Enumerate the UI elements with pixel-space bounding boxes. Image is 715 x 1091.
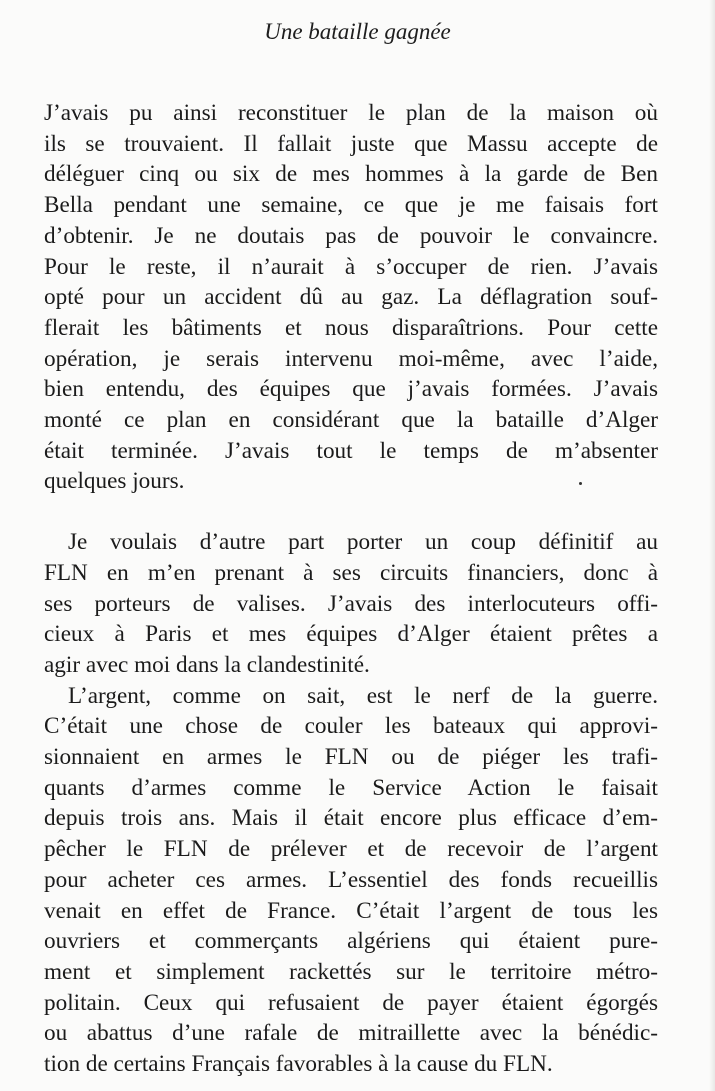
text-line: bien entendu, des équipes que j’avais formées. J’avais bbox=[44, 376, 658, 403]
text-line: quants d’armes comme le Service Action le faisait bbox=[44, 774, 658, 801]
text-line: quelques jours. bbox=[44, 468, 185, 495]
text-line: cieux à Paris et mes équipes d’Alger étaient prêtes a bbox=[44, 621, 658, 648]
text-line: ils se trouvaient. Il fallait juste que Massu accepte de bbox=[44, 130, 658, 157]
page-edge-shadow bbox=[709, 0, 715, 1091]
text-line: était terminée. J’avais tout le temps de m’absenter bbox=[44, 437, 658, 464]
text-line: depuis trois ans. Mais il était encore plus efficace d’em- bbox=[44, 805, 658, 832]
text-line: flerait les bâtiments et nous disparaîtrions. Pour cette bbox=[44, 314, 658, 341]
text-line: L’argent, comme on sait, est le nerf de la guerre. bbox=[68, 682, 658, 709]
text-line: FLN en m’en prenant à ses circuits financiers, donc à bbox=[44, 559, 658, 586]
text-line: déléguer cinq ou six de mes hommes à la garde de Ben bbox=[44, 161, 658, 188]
text-line: opté pour un accident dû au gaz. La déflagration souf- bbox=[44, 284, 658, 311]
text-line: J’avais pu ainsi reconstituer le plan de la maison où bbox=[44, 100, 658, 126]
paragraph-3 bbox=[44, 681, 658, 1080]
text-line: ou abattus d’une rafale de mitraillette avec la bénédic- bbox=[44, 1020, 658, 1047]
text-line: C’était une chose de couler les bateaux qui approvi- bbox=[44, 713, 658, 740]
text-line: Bella pendant une semaine, ce que je me faisais fort bbox=[44, 192, 658, 219]
paragraph-2 bbox=[44, 527, 658, 681]
paragraph-gap bbox=[44, 497, 658, 527]
paragraph-1 bbox=[44, 98, 658, 497]
text-line: ment et simplement rackettés sur le territoire métro- bbox=[44, 958, 658, 985]
text-line: tion de certains Français favorables à la cause du FLN. bbox=[44, 1051, 553, 1078]
text-line: politain. Ceux qui refusaient de payer étaient égorgés bbox=[44, 989, 658, 1016]
text-line: Pour le reste, il n’aurait à s’occuper de rien. J’avais bbox=[44, 253, 658, 280]
body-text bbox=[44, 98, 658, 1080]
text-line: d’obtenir. Je ne doutais pas de pouvoir le convaincre. bbox=[44, 222, 658, 249]
text-line: agir avec moi dans la clandestinité. bbox=[44, 651, 370, 678]
text-line: venait en effet de France. C’était l’argent de tous les bbox=[44, 897, 658, 924]
ink-speck bbox=[579, 482, 582, 485]
text-line: ouvriers et commerçants algériens qui étaient pure- bbox=[44, 928, 658, 955]
running-head: Une bataille gagnée bbox=[264, 19, 451, 44]
text-line: monté ce plan en considérant que la bataille d’Alger bbox=[44, 407, 658, 434]
text-line: opération, je serais intervenu moi-même, avec l’aide, bbox=[44, 345, 658, 372]
text-line: sionnaient en armes le FLN ou de piéger les trafi- bbox=[44, 744, 658, 771]
text-line: pêcher le FLN de prélever et de recevoir de l’argent bbox=[44, 836, 658, 863]
text-line: ses porteurs de valises. J’avais des interlocuteurs offi- bbox=[44, 590, 658, 617]
text-line: Je voulais d’autre part porter un coup définitif au bbox=[68, 529, 658, 556]
text-line: pour acheter ces armes. L’essentiel des fonds recueillis bbox=[44, 866, 658, 893]
